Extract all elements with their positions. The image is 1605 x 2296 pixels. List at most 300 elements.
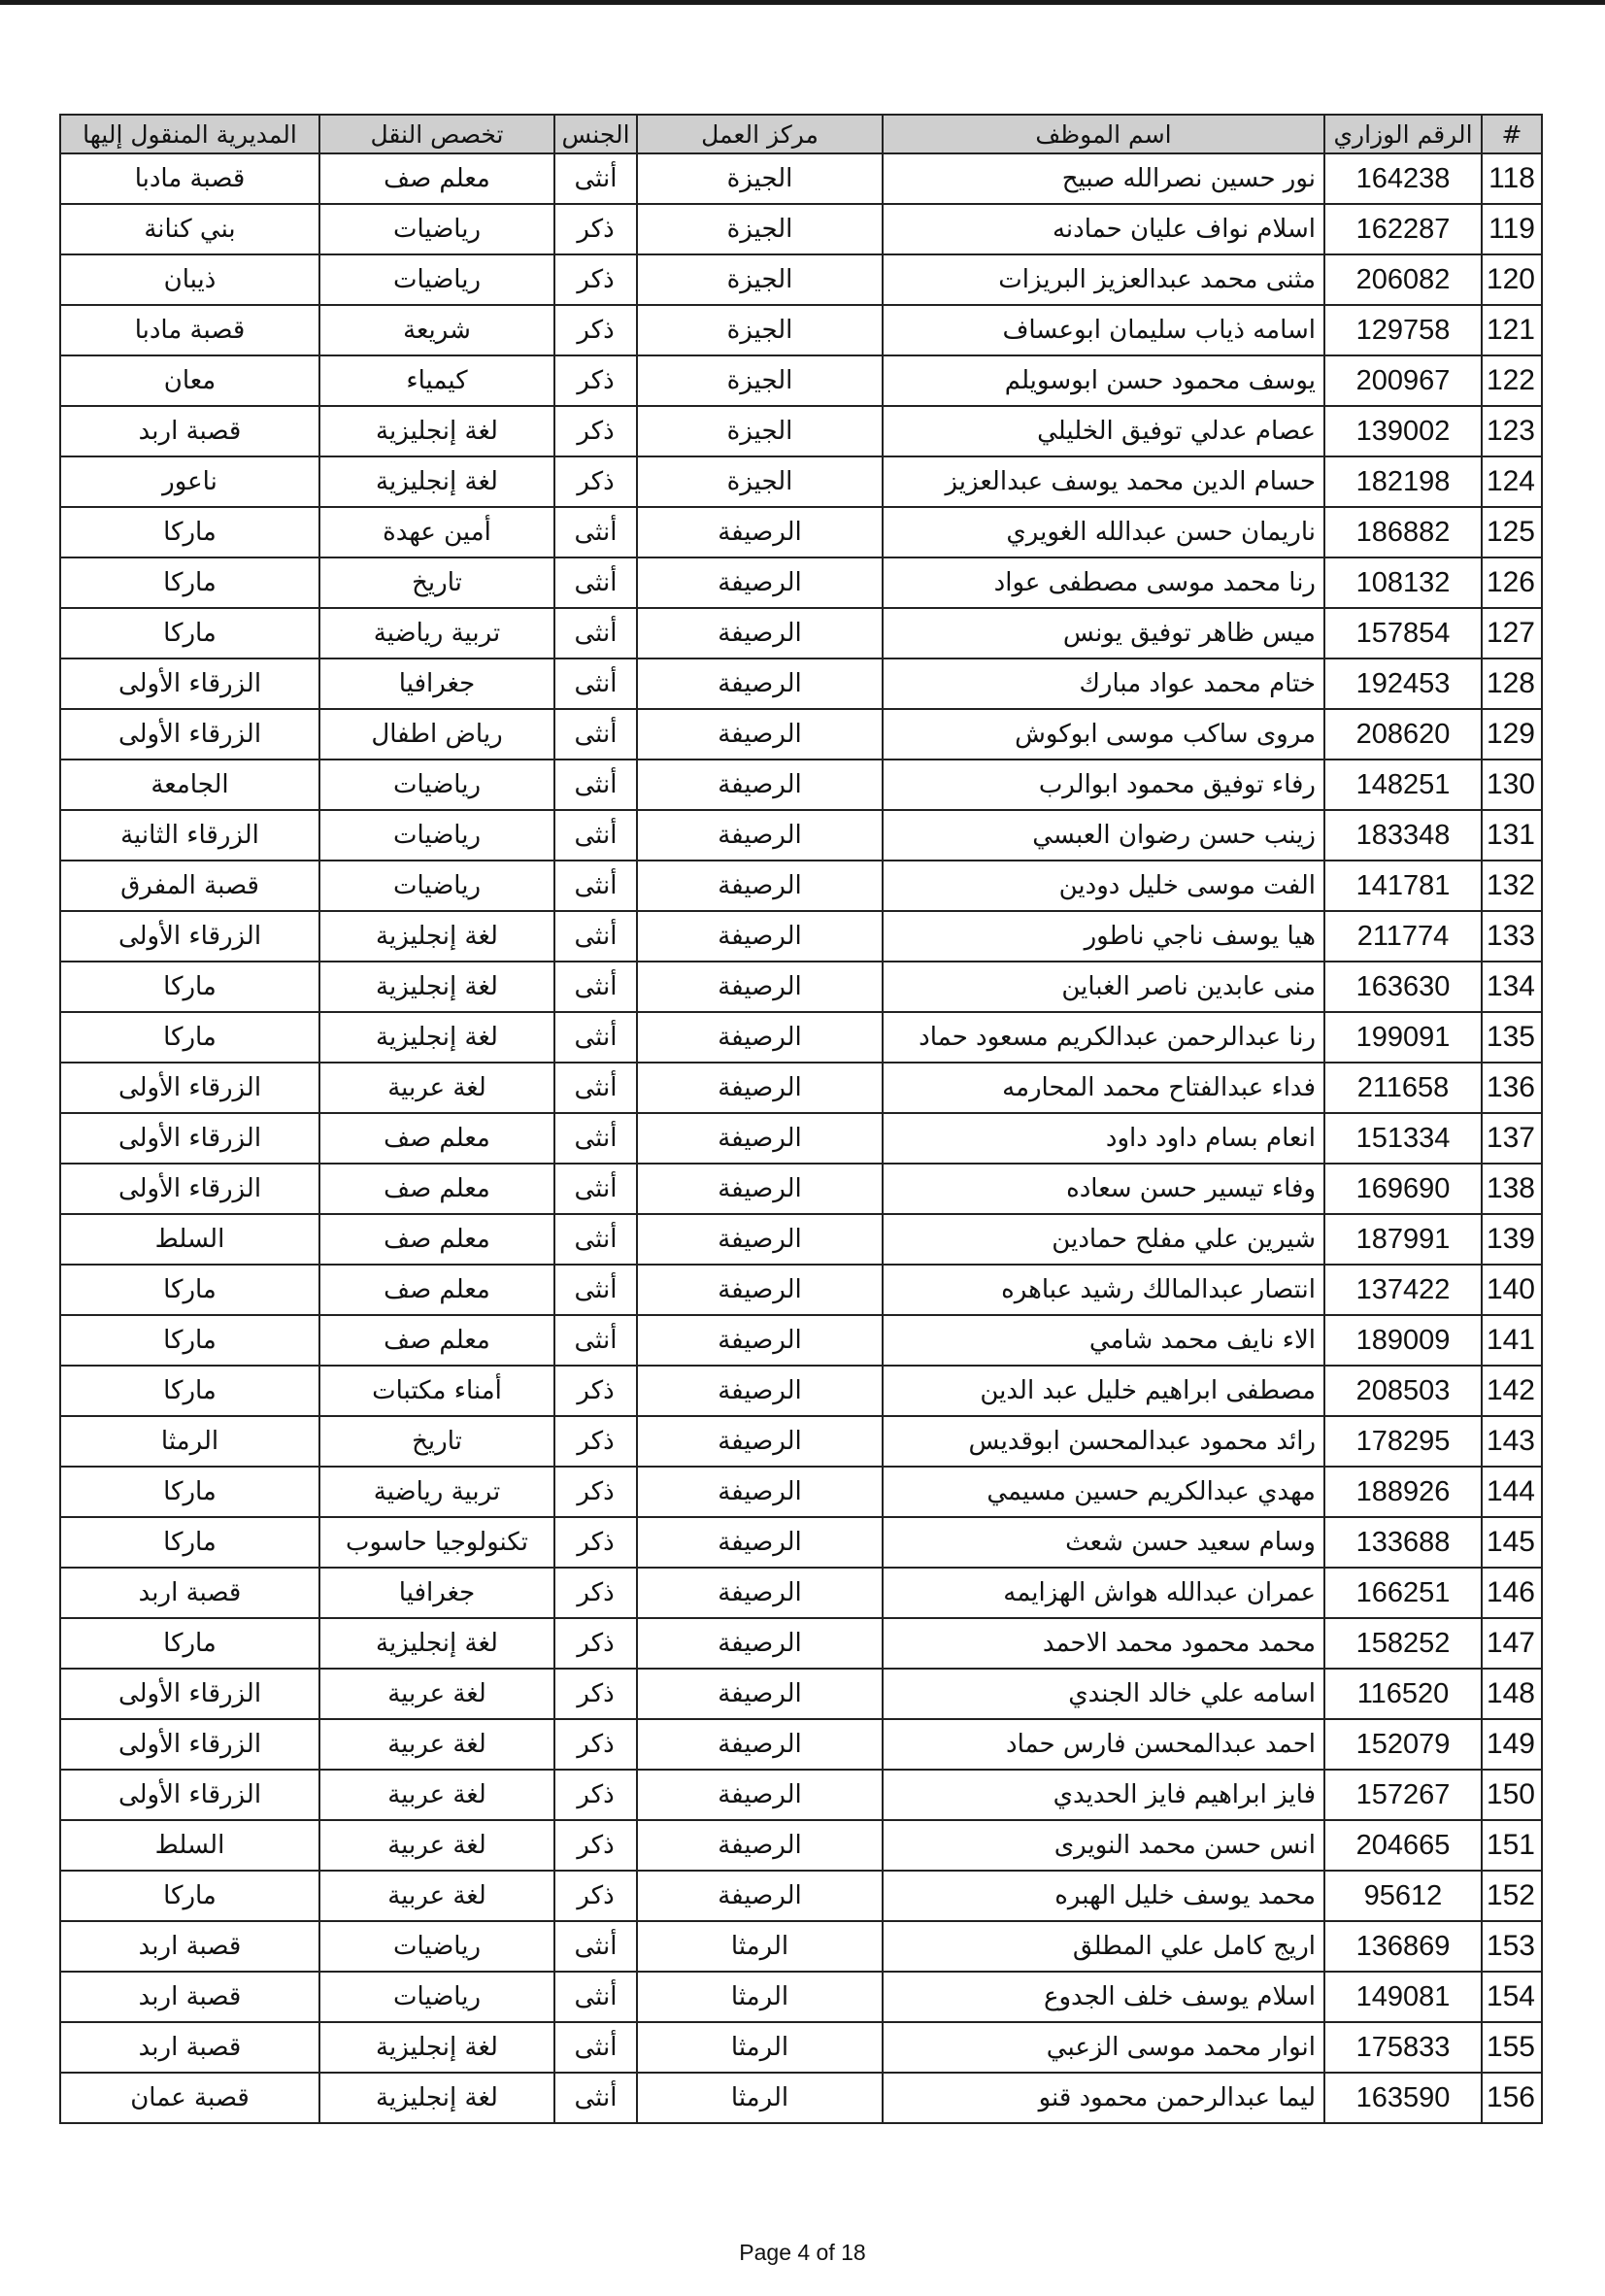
cell-ministerial-id: 211658: [1324, 1063, 1482, 1113]
cell-employee-name: يوسف محمود حسن ابوسويلم: [883, 355, 1324, 406]
cell-num: 122: [1482, 355, 1542, 406]
table-row: [60, 1416, 1542, 1467]
cell-work-center: الرصيفة: [637, 1416, 883, 1467]
cell-target-directorate: ناعور: [60, 456, 319, 507]
cell-employee-name: عمران عبدالله هواش الهزايمه: [883, 1568, 1324, 1618]
cell-ministerial-id: 133688: [1324, 1517, 1482, 1568]
cell-ministerial-id: 151334: [1324, 1113, 1482, 1164]
cell-target-directorate: ماركا: [60, 1265, 319, 1315]
cell-gender: ذكر: [554, 355, 637, 406]
cell-ministerial-id: 182198: [1324, 456, 1482, 507]
cell-ministerial-id: 116520: [1324, 1669, 1482, 1719]
cell-gender: ذكر: [554, 456, 637, 507]
cell-ministerial-id: 166251: [1324, 1568, 1482, 1618]
page-number: Page 4 of 18: [739, 2240, 866, 2265]
cell-target-directorate: قصبة مادبا: [60, 153, 319, 204]
cell-work-center: الرصيفة: [637, 608, 883, 658]
cell-gender: أنثى: [554, 760, 637, 810]
cell-target-directorate: الزرقاء الثانية: [60, 810, 319, 861]
cell-employee-name: انس حسن محمد النويرى: [883, 1820, 1324, 1871]
cell-employee-name: اسامه ذياب سليمان ابوعساف: [883, 305, 1324, 355]
table-row: [60, 204, 1542, 254]
cell-transfer-specialty: رياضيات: [319, 760, 554, 810]
cell-gender: أنثى: [554, 2022, 637, 2073]
header-num: #: [1482, 115, 1542, 153]
cell-employee-name: الاء نايف محمد شامي: [883, 1315, 1324, 1366]
cell-work-center: الرصيفة: [637, 861, 883, 911]
cell-employee-name: ليما عبدالرحمن محمود قنو: [883, 2073, 1324, 2123]
cell-work-center: الرصيفة: [637, 1770, 883, 1820]
cell-ministerial-id: 163590: [1324, 2073, 1482, 2123]
cell-transfer-specialty: رياضيات: [319, 254, 554, 305]
table-row: [60, 1467, 1542, 1517]
cell-num: 149: [1482, 1719, 1542, 1770]
cell-ministerial-id: 189009: [1324, 1315, 1482, 1366]
cell-num: 125: [1482, 507, 1542, 557]
table-row: [60, 557, 1542, 608]
cell-ministerial-id: 206082: [1324, 254, 1482, 305]
cell-target-directorate: الزرقاء الأولى: [60, 911, 319, 962]
cell-target-directorate: الزرقاء الأولى: [60, 709, 319, 760]
cell-ministerial-id: 141781: [1324, 861, 1482, 911]
cell-target-directorate: ماركا: [60, 507, 319, 557]
cell-employee-name: عصام عدلي توفيق الخليلي: [883, 406, 1324, 456]
cell-work-center: الرصيفة: [637, 810, 883, 861]
cell-num: 127: [1482, 608, 1542, 658]
table-row: [60, 305, 1542, 355]
cell-work-center: الرصيفة: [637, 1719, 883, 1770]
cell-ministerial-id: 163630: [1324, 962, 1482, 1012]
cell-ministerial-id: 162287: [1324, 204, 1482, 254]
cell-num: 150: [1482, 1770, 1542, 1820]
cell-employee-name: اسلام يوسف خلف الجدوع: [883, 1972, 1324, 2022]
cell-transfer-specialty: جغرافيا: [319, 1568, 554, 1618]
cell-work-center: الرصيفة: [637, 1265, 883, 1315]
table-row: [60, 1921, 1542, 1972]
cell-num: 121: [1482, 305, 1542, 355]
cell-work-center: الرصيفة: [637, 658, 883, 709]
cell-num: 131: [1482, 810, 1542, 861]
cell-num: 130: [1482, 760, 1542, 810]
cell-work-center: الرصيفة: [637, 709, 883, 760]
cell-gender: ذكر: [554, 406, 637, 456]
cell-work-center: الرصيفة: [637, 1113, 883, 1164]
cell-transfer-specialty: لغة عربية: [319, 1669, 554, 1719]
cell-work-center: الجيزة: [637, 204, 883, 254]
cell-work-center: الرصيفة: [637, 1063, 883, 1113]
cell-work-center: الرصيفة: [637, 760, 883, 810]
table-header-row: [60, 115, 1542, 153]
header-gender: الجنس: [554, 115, 637, 153]
cell-target-directorate: قصبة مادبا: [60, 305, 319, 355]
cell-employee-name: مهدي عبدالكريم حسين مسيمي: [883, 1467, 1324, 1517]
cell-transfer-specialty: لغة إنجليزية: [319, 406, 554, 456]
cell-num: 147: [1482, 1618, 1542, 1669]
cell-target-directorate: الزرقاء الأولى: [60, 658, 319, 709]
cell-work-center: الرصيفة: [637, 1164, 883, 1214]
cell-employee-name: رفاء توفيق محمود ابوالرب: [883, 760, 1324, 810]
cell-gender: أنثى: [554, 962, 637, 1012]
cell-target-directorate: الزرقاء الأولى: [60, 1164, 319, 1214]
cell-work-center: الرصيفة: [637, 1214, 883, 1265]
cell-ministerial-id: 169690: [1324, 1164, 1482, 1214]
cell-num: 154: [1482, 1972, 1542, 2022]
cell-work-center: الرصيفة: [637, 1820, 883, 1871]
cell-transfer-specialty: جغرافيا: [319, 658, 554, 709]
cell-work-center: الرمثا: [637, 1972, 883, 2022]
cell-ministerial-id: 152079: [1324, 1719, 1482, 1770]
cell-gender: أنثى: [554, 810, 637, 861]
cell-ministerial-id: 188926: [1324, 1467, 1482, 1517]
cell-ministerial-id: 208620: [1324, 709, 1482, 760]
cell-employee-name: انوار محمد موسى الزعبي: [883, 2022, 1324, 2073]
cell-num: 124: [1482, 456, 1542, 507]
cell-employee-name: هيا يوسف ناجي ناطور: [883, 911, 1324, 962]
cell-work-center: الرمثا: [637, 2022, 883, 2073]
table-row: [60, 810, 1542, 861]
cell-employee-name: منى عابدين ناصر الغباين: [883, 962, 1324, 1012]
cell-work-center: الرصيفة: [637, 1366, 883, 1416]
cell-num: 129: [1482, 709, 1542, 760]
cell-gender: أنثى: [554, 1265, 637, 1315]
cell-ministerial-id: 164238: [1324, 153, 1482, 204]
cell-employee-name: وفاء تيسير حسن سعاده: [883, 1164, 1324, 1214]
cell-transfer-specialty: تربية رياضية: [319, 1467, 554, 1517]
cell-num: 144: [1482, 1467, 1542, 1517]
cell-gender: ذكر: [554, 254, 637, 305]
header-employee-name: اسم الموظف: [883, 115, 1324, 153]
table-row: [60, 1012, 1542, 1063]
cell-num: 151: [1482, 1820, 1542, 1871]
cell-employee-name: ختام محمد عواد مبارك: [883, 658, 1324, 709]
cell-gender: أنثى: [554, 861, 637, 911]
cell-transfer-specialty: أمين عهدة: [319, 507, 554, 557]
cell-num: 120: [1482, 254, 1542, 305]
cell-gender: أنثى: [554, 911, 637, 962]
table-body: [60, 153, 1542, 2123]
table-row: [60, 1214, 1542, 1265]
cell-ministerial-id: 211774: [1324, 911, 1482, 962]
cell-work-center: الرصيفة: [637, 1517, 883, 1568]
cell-employee-name: الفت موسى خليل دودين: [883, 861, 1324, 911]
cell-work-center: الرمثا: [637, 1921, 883, 1972]
cell-transfer-specialty: لغة إنجليزية: [319, 1618, 554, 1669]
cell-gender: أنثى: [554, 557, 637, 608]
table-row: [60, 760, 1542, 810]
cell-transfer-specialty: رياضيات: [319, 1972, 554, 2022]
cell-work-center: الرصيفة: [637, 557, 883, 608]
table-row: [60, 1366, 1542, 1416]
cell-ministerial-id: 178295: [1324, 1416, 1482, 1467]
cell-ministerial-id: 199091: [1324, 1012, 1482, 1063]
table-row: [60, 2073, 1542, 2123]
cell-num: 128: [1482, 658, 1542, 709]
table-row: [60, 658, 1542, 709]
cell-work-center: الجيزة: [637, 254, 883, 305]
cell-gender: ذكر: [554, 1871, 637, 1921]
cell-employee-name: محمد محمود محمد الاحمد: [883, 1618, 1324, 1669]
header-work-center: مركز العمل: [637, 115, 883, 153]
cell-employee-name: زينب حسن رضوان العبسي: [883, 810, 1324, 861]
header-transfer-specialty: تخصص النقل: [319, 115, 554, 153]
cell-transfer-specialty: معلم صف: [319, 1315, 554, 1366]
cell-num: 155: [1482, 2022, 1542, 2073]
cell-ministerial-id: 175833: [1324, 2022, 1482, 2073]
cell-num: 132: [1482, 861, 1542, 911]
cell-gender: أنثى: [554, 1113, 637, 1164]
cell-target-directorate: السلط: [60, 1820, 319, 1871]
cell-ministerial-id: 108132: [1324, 557, 1482, 608]
table-row: [60, 709, 1542, 760]
cell-target-directorate: ماركا: [60, 1315, 319, 1366]
cell-ministerial-id: 149081: [1324, 1972, 1482, 2022]
cell-ministerial-id: 157267: [1324, 1770, 1482, 1820]
cell-gender: ذكر: [554, 204, 637, 254]
cell-ministerial-id: 186882: [1324, 507, 1482, 557]
cell-ministerial-id: 137422: [1324, 1265, 1482, 1315]
cell-transfer-specialty: لغة إنجليزية: [319, 2073, 554, 2123]
cell-target-directorate: الزرقاء الأولى: [60, 1719, 319, 1770]
cell-ministerial-id: 129758: [1324, 305, 1482, 355]
table-row: [60, 1265, 1542, 1315]
cell-target-directorate: الزرقاء الأولى: [60, 1113, 319, 1164]
cell-employee-name: اريج كامل علي المطلق: [883, 1921, 1324, 1972]
cell-num: 134: [1482, 962, 1542, 1012]
table-row: [60, 1820, 1542, 1871]
table-row: [60, 355, 1542, 406]
cell-transfer-specialty: لغة عربية: [319, 1719, 554, 1770]
header-ministerial-id: الرقم الوزاري: [1324, 115, 1482, 153]
cell-target-directorate: قصبة المفرق: [60, 861, 319, 911]
table-row: [60, 1315, 1542, 1366]
cell-employee-name: اسامه علي خالد الجندي: [883, 1669, 1324, 1719]
table-row: [60, 1113, 1542, 1164]
cell-work-center: الرصيفة: [637, 962, 883, 1012]
transfer-table-container: [59, 114, 1541, 2124]
cell-target-directorate: قصبة اربد: [60, 406, 319, 456]
table-row: [60, 911, 1542, 962]
cell-num: 152: [1482, 1871, 1542, 1921]
cell-num: 135: [1482, 1012, 1542, 1063]
cell-target-directorate: قصبة اربد: [60, 2022, 319, 2073]
cell-transfer-specialty: لغة إنجليزية: [319, 2022, 554, 2073]
table-row: [60, 962, 1542, 1012]
table-row: [60, 1719, 1542, 1770]
cell-gender: ذكر: [554, 305, 637, 355]
cell-target-directorate: ماركا: [60, 1012, 319, 1063]
cell-gender: ذكر: [554, 1568, 637, 1618]
cell-gender: أنثى: [554, 1972, 637, 2022]
cell-work-center: الرصيفة: [637, 911, 883, 962]
cell-ministerial-id: 148251: [1324, 760, 1482, 810]
table-row: [60, 1517, 1542, 1568]
cell-num: 138: [1482, 1164, 1542, 1214]
cell-ministerial-id: 157854: [1324, 608, 1482, 658]
cell-gender: أنثى: [554, 1063, 637, 1113]
cell-transfer-specialty: لغة عربية: [319, 1063, 554, 1113]
cell-work-center: الرصيفة: [637, 1467, 883, 1517]
cell-work-center: الرصيفة: [637, 1012, 883, 1063]
cell-target-directorate: ماركا: [60, 608, 319, 658]
cell-gender: أنثى: [554, 1012, 637, 1063]
cell-work-center: الجيزة: [637, 355, 883, 406]
cell-target-directorate: ماركا: [60, 1871, 319, 1921]
cell-gender: ذكر: [554, 1820, 637, 1871]
table-row: [60, 608, 1542, 658]
cell-transfer-specialty: كيمياء: [319, 355, 554, 406]
cell-ministerial-id: 204665: [1324, 1820, 1482, 1871]
cell-num: 156: [1482, 2073, 1542, 2123]
cell-transfer-specialty: أمناء مكتبات: [319, 1366, 554, 1416]
cell-num: 145: [1482, 1517, 1542, 1568]
table-row: [60, 2022, 1542, 2073]
cell-target-directorate: ماركا: [60, 962, 319, 1012]
cell-target-directorate: قصبة اربد: [60, 1921, 319, 1972]
cell-target-directorate: قصبة اربد: [60, 1972, 319, 2022]
cell-gender: ذكر: [554, 1719, 637, 1770]
cell-employee-name: فداء عبدالفتاح محمد المحارمه: [883, 1063, 1324, 1113]
cell-transfer-specialty: لغة إنجليزية: [319, 456, 554, 507]
cell-work-center: الرصيفة: [637, 1315, 883, 1366]
cell-target-directorate: ذيبان: [60, 254, 319, 305]
cell-transfer-specialty: لغة إنجليزية: [319, 962, 554, 1012]
cell-ministerial-id: 183348: [1324, 810, 1482, 861]
cell-gender: أنثى: [554, 1315, 637, 1366]
cell-target-directorate: السلط: [60, 1214, 319, 1265]
cell-target-directorate: الزرقاء الأولى: [60, 1063, 319, 1113]
cell-gender: ذكر: [554, 1770, 637, 1820]
cell-work-center: الرصيفة: [637, 1568, 883, 1618]
cell-gender: أنثى: [554, 608, 637, 658]
cell-transfer-specialty: رياضيات: [319, 204, 554, 254]
cell-employee-name: اسلام نواف عليان حمادنه: [883, 204, 1324, 254]
cell-target-directorate: ماركا: [60, 1517, 319, 1568]
cell-target-directorate: ماركا: [60, 557, 319, 608]
cell-employee-name: ميس ظاهر توفيق يونس: [883, 608, 1324, 658]
cell-num: 136: [1482, 1063, 1542, 1113]
cell-target-directorate: بني كنانة: [60, 204, 319, 254]
cell-target-directorate: قصبة عمان: [60, 2073, 319, 2123]
cell-work-center: الجيزة: [637, 406, 883, 456]
cell-work-center: الرمثا: [637, 2073, 883, 2123]
table-row: [60, 1871, 1542, 1921]
cell-employee-name: فايز ابراهيم فايز الحديدي: [883, 1770, 1324, 1820]
cell-transfer-specialty: تاريخ: [319, 557, 554, 608]
cell-num: 119: [1482, 204, 1542, 254]
cell-target-directorate: ماركا: [60, 1618, 319, 1669]
cell-num: 141: [1482, 1315, 1542, 1366]
cell-employee-name: انتصار عبدالمالك رشيد عباهره: [883, 1265, 1324, 1315]
cell-transfer-specialty: لغة عربية: [319, 1770, 554, 1820]
cell-ministerial-id: 158252: [1324, 1618, 1482, 1669]
cell-gender: أنثى: [554, 1214, 637, 1265]
table-row: [60, 1568, 1542, 1618]
cell-ministerial-id: 187991: [1324, 1214, 1482, 1265]
table-row: [60, 1972, 1542, 2022]
cell-transfer-specialty: رياضيات: [319, 861, 554, 911]
table-row: [60, 153, 1542, 204]
cell-ministerial-id: 95612: [1324, 1871, 1482, 1921]
cell-transfer-specialty: معلم صف: [319, 1113, 554, 1164]
cell-work-center: الجيزة: [637, 456, 883, 507]
cell-transfer-specialty: تكنولوجيا حاسوب: [319, 1517, 554, 1568]
cell-transfer-specialty: لغة عربية: [319, 1871, 554, 1921]
cell-target-directorate: قصبة اربد: [60, 1568, 319, 1618]
cell-work-center: الرصيفة: [637, 1669, 883, 1719]
cell-work-center: الرصيفة: [637, 507, 883, 557]
cell-employee-name: وسام سعيد حسن شعث: [883, 1517, 1324, 1568]
cell-ministerial-id: 200967: [1324, 355, 1482, 406]
cell-transfer-specialty: رياضيات: [319, 810, 554, 861]
cell-target-directorate: الزرقاء الأولى: [60, 1770, 319, 1820]
cell-target-directorate: ماركا: [60, 1366, 319, 1416]
cell-transfer-specialty: لغة عربية: [319, 1820, 554, 1871]
cell-target-directorate: الرمثا: [60, 1416, 319, 1467]
cell-num: 143: [1482, 1416, 1542, 1467]
cell-gender: ذكر: [554, 1618, 637, 1669]
cell-num: 126: [1482, 557, 1542, 608]
cell-gender: ذكر: [554, 1517, 637, 1568]
cell-work-center: الجيزة: [637, 305, 883, 355]
header-target-directorate: المديرية المنقول إليها: [60, 115, 319, 153]
cell-gender: ذكر: [554, 1416, 637, 1467]
cell-employee-name: حسام الدين محمد يوسف عبدالعزيز: [883, 456, 1324, 507]
cell-transfer-specialty: رياضيات: [319, 1921, 554, 1972]
cell-target-directorate: ماركا: [60, 1467, 319, 1517]
cell-gender: أنثى: [554, 709, 637, 760]
cell-employee-name: مصطفى ابراهيم خليل عبد الدين: [883, 1366, 1324, 1416]
cell-employee-name: ناريمان حسن عبدالله الغويري: [883, 507, 1324, 557]
cell-employee-name: احمد عبدالمحسن فارس حماد: [883, 1719, 1324, 1770]
cell-gender: أنثى: [554, 1164, 637, 1214]
table-row: [60, 861, 1542, 911]
cell-employee-name: رنا محمد موسى مصطفى عواد: [883, 557, 1324, 608]
cell-num: 133: [1482, 911, 1542, 962]
cell-employee-name: محمد يوسف خليل الهبره: [883, 1871, 1324, 1921]
cell-gender: ذكر: [554, 1669, 637, 1719]
table-row: [60, 456, 1542, 507]
cell-gender: أنثى: [554, 1921, 637, 1972]
cell-transfer-specialty: معلم صف: [319, 1164, 554, 1214]
table-row: [60, 507, 1542, 557]
cell-employee-name: نور حسين نصرالله صبيح: [883, 153, 1324, 204]
table-row: [60, 1770, 1542, 1820]
table-row: [60, 1618, 1542, 1669]
cell-num: 148: [1482, 1669, 1542, 1719]
cell-num: 137: [1482, 1113, 1542, 1164]
cell-target-directorate: معان: [60, 355, 319, 406]
cell-ministerial-id: 192453: [1324, 658, 1482, 709]
cell-work-center: الرصيفة: [637, 1871, 883, 1921]
cell-transfer-specialty: تاريخ: [319, 1416, 554, 1467]
cell-employee-name: رنا عبدالرحمن عبدالكريم مسعود حماد: [883, 1012, 1324, 1063]
transfer-table: [59, 114, 1543, 2124]
cell-num: 140: [1482, 1265, 1542, 1315]
cell-num: 123: [1482, 406, 1542, 456]
table-row: [60, 406, 1542, 456]
cell-transfer-specialty: معلم صف: [319, 1214, 554, 1265]
cell-num: 139: [1482, 1214, 1542, 1265]
cell-transfer-specialty: معلم صف: [319, 1265, 554, 1315]
cell-employee-name: رائد محمود عبدالمحسن ابوقديس: [883, 1416, 1324, 1467]
cell-transfer-specialty: لغة إنجليزية: [319, 911, 554, 962]
cell-work-center: الرصيفة: [637, 1618, 883, 1669]
cell-transfer-specialty: معلم صف: [319, 153, 554, 204]
cell-employee-name: مروى ساكب موسى ابوكوش: [883, 709, 1324, 760]
top-border: [0, 0, 1605, 5]
cell-num: 142: [1482, 1366, 1542, 1416]
cell-target-directorate: الزرقاء الأولى: [60, 1669, 319, 1719]
